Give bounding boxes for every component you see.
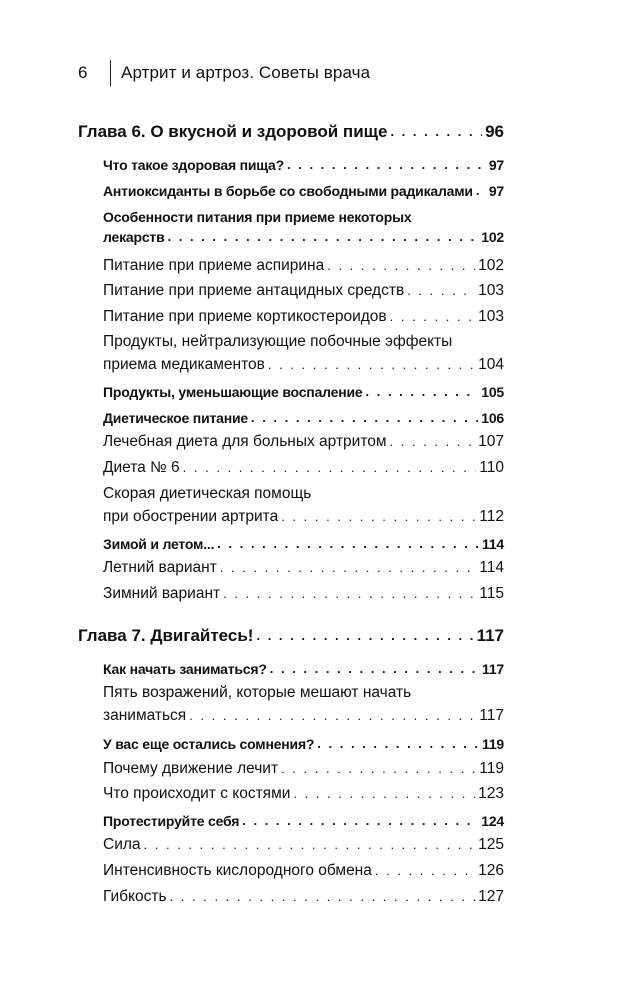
toc-leader <box>189 709 476 722</box>
toc-entry-title: Как начать заниматься? <box>103 661 267 677</box>
toc-entry-page: 107 <box>478 433 504 450</box>
toc-entry-page: 110 <box>479 459 504 476</box>
toc-entry-title: Питание при приеме антацидных средств <box>103 282 405 299</box>
toc-leader <box>327 259 475 272</box>
toc-entry-title: Глава 6. О вкусной и здоровой пище <box>78 122 388 141</box>
toc-entry-page: 117 <box>479 707 504 724</box>
toc-leader <box>223 587 476 600</box>
toc-chapter-7[interactable] <box>78 626 504 646</box>
toc-subsection[interactable] <box>103 281 504 301</box>
toc-subsection[interactable] <box>103 484 504 527</box>
toc-leader <box>287 158 486 171</box>
toc-leader <box>281 762 476 775</box>
toc-section[interactable] <box>103 382 504 402</box>
toc-entry-page: 106 <box>481 410 504 426</box>
toc-entry-page: 117 <box>476 626 504 645</box>
toc-entry-title-line2: заниматься <box>103 707 187 724</box>
toc-entry-title: Протестируйте себя <box>103 813 240 829</box>
toc-entry-title: Лечебная диета для больных артритом <box>103 433 387 450</box>
toc-subsection[interactable] <box>103 432 504 452</box>
toc-section[interactable] <box>103 534 504 554</box>
toc-entry-title: Продукты, уменьшающие воспаление <box>103 384 363 400</box>
toc-leader <box>242 814 478 827</box>
toc-subsection[interactable] <box>103 584 504 604</box>
toc-subsection[interactable] <box>103 887 504 907</box>
toc-entry-page: 127 <box>478 888 504 905</box>
toc-entry-title: Что происходит с костями <box>103 785 291 802</box>
toc-entry-title: Сила <box>103 836 141 853</box>
toc-section[interactable] <box>103 659 504 679</box>
toc-entry-page: 102 <box>478 257 504 274</box>
toc-section[interactable] <box>103 811 504 831</box>
toc-leader <box>256 629 473 642</box>
toc-entry-title-line1: Скорая диетическая помощь <box>103 485 312 502</box>
toc-entry-title-line2: лекарств <box>103 229 165 245</box>
toc-entry-title: Что такое здоровая пища? <box>103 157 284 173</box>
toc-entry-page: 97 <box>488 157 504 173</box>
page-number: 6 <box>78 63 88 82</box>
toc-leader <box>390 125 482 138</box>
toc-section[interactable] <box>103 207 504 247</box>
toc-subsection[interactable] <box>103 759 504 779</box>
toc-leader <box>270 662 479 675</box>
toc-leader <box>220 561 476 574</box>
toc-leader <box>317 737 479 750</box>
toc-leader <box>390 435 476 448</box>
toc-entry-title: Почему движение лечит <box>103 760 279 777</box>
toc-leader <box>168 230 479 243</box>
header-divider <box>110 60 111 86</box>
toc-entry-title: Интенсивность кислородного обмена <box>103 862 372 879</box>
running-header <box>78 58 370 88</box>
toc-entry-page: 119 <box>479 760 504 777</box>
toc-entry-page: 105 <box>481 384 504 400</box>
toc-entry-page: 103 <box>478 282 504 299</box>
toc-leader <box>251 411 478 424</box>
toc-entry-page: 114 <box>482 536 504 552</box>
toc-leader <box>268 358 475 371</box>
toc-leader <box>183 461 477 474</box>
toc-entry-title: Зимой и летом... <box>103 536 215 552</box>
toc-leader <box>375 864 475 877</box>
toc-entry-page: 104 <box>478 356 504 373</box>
toc-entry-page: 124 <box>481 813 504 829</box>
toc-subsection[interactable] <box>103 307 504 327</box>
toc-section[interactable] <box>103 155 504 175</box>
toc-entry-page: 103 <box>478 308 504 325</box>
toc-leader <box>476 184 486 197</box>
toc-entry-title: Питание при приеме кортикостероидов <box>103 308 387 325</box>
toc-entry-page: 117 <box>482 661 504 677</box>
toc-subsection[interactable] <box>103 784 504 804</box>
running-title: Артрит и артроз. Советы врача <box>121 63 371 82</box>
toc-entry-title-line1: Особенности питания при приеме некоторых <box>103 209 412 225</box>
toc-entry-title: Летний вариант <box>103 559 217 576</box>
toc-entry-page: 102 <box>481 229 504 245</box>
toc-entry-title: У вас еще остались сомнения? <box>103 736 315 752</box>
toc-entry-title: Диетическое питание <box>103 410 248 426</box>
toc-leader <box>281 510 476 523</box>
toc-subsection[interactable] <box>103 332 504 375</box>
toc-leader <box>407 284 475 297</box>
toc-section[interactable] <box>103 734 504 754</box>
toc-entry-page: 97 <box>488 183 504 199</box>
toc-entry-page: 125 <box>478 836 504 853</box>
toc-entry-title: Питание при приеме аспирина <box>103 257 325 274</box>
toc-subsection[interactable] <box>103 256 504 276</box>
toc-entry-title-line1: Продукты, нейтрализующие побочные эффекты <box>103 333 453 350</box>
toc-subsection[interactable] <box>103 861 504 881</box>
toc-entry-page: 96 <box>485 122 504 141</box>
toc-section[interactable] <box>103 181 504 201</box>
toc-leader <box>170 890 476 903</box>
toc-subsection[interactable] <box>103 558 504 578</box>
toc-entry-title: Антиоксиданты в борьбе со свободными радикалами <box>103 183 473 199</box>
toc-leader <box>144 838 476 851</box>
toc-leader <box>217 537 479 550</box>
toc-leader <box>366 385 479 398</box>
toc-entry-title: Глава 7. Двигайтесь! <box>78 626 254 645</box>
toc-entry-title-line2: приема медикаментов <box>103 356 265 373</box>
toc-chapter-6[interactable] <box>78 122 504 142</box>
toc-subsection[interactable] <box>103 683 504 726</box>
toc-entry-page: 123 <box>478 785 504 802</box>
toc-entry-title-line1: Пять возражений, которые мешают начать <box>103 684 412 701</box>
toc-entry-page: 126 <box>478 862 504 879</box>
toc-subsection[interactable] <box>103 458 504 478</box>
toc-leader <box>293 787 475 800</box>
toc-subsection[interactable] <box>103 835 504 855</box>
toc-entry-page: 119 <box>482 736 504 752</box>
toc-entry-page: 112 <box>479 508 504 525</box>
toc-entry-page: 114 <box>479 559 504 576</box>
toc-section[interactable] <box>103 408 504 428</box>
toc-entry-title-line2: при обострении артрита <box>103 508 279 525</box>
toc-entry-title: Зимний вариант <box>103 585 221 602</box>
toc-entry-title: Гибкость <box>103 888 167 905</box>
toc-entry-title: Диета № 6 <box>103 459 180 476</box>
toc-leader <box>390 310 476 323</box>
toc-entry-page: 115 <box>479 585 504 602</box>
